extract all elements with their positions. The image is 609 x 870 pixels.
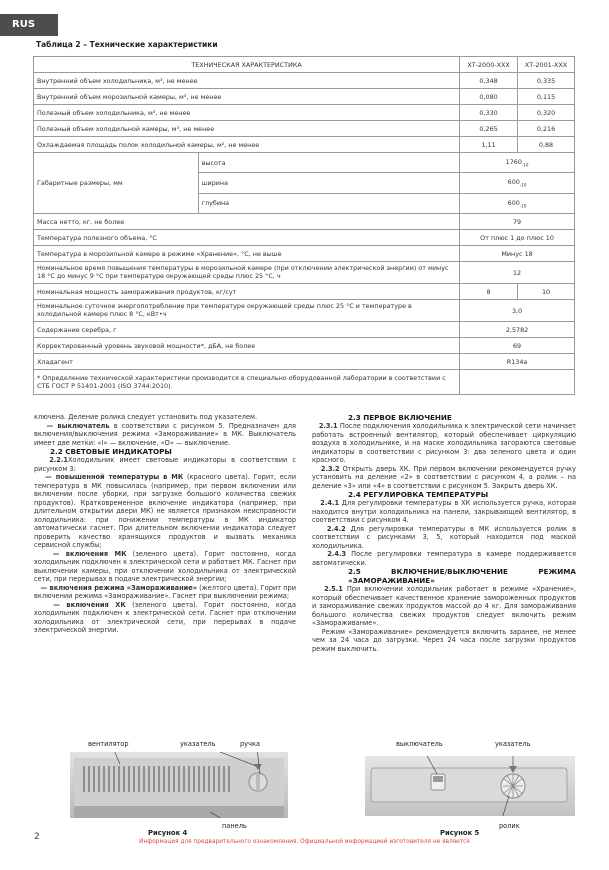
table-row: [34, 338, 575, 354]
row-label: Охлаждаемая площадь полок холодильной камеры, м², не менее: [34, 137, 460, 153]
freeze-power-value-2: 10: [518, 284, 575, 300]
paragraph: — включения МК (зеленого цвета). Горит постоянно, когда холодильник подключен к электрической сети и работает МК. Гаснет при выключении камеры, при отключении холодильника от электрической сети, при перерывах в подаче электрической энергии;: [34, 549, 296, 583]
spec-table: [33, 56, 575, 395]
table-row: [34, 121, 575, 137]
silver-label: Содержание серебра, г: [34, 322, 460, 338]
left-column: [34, 413, 296, 635]
paragraph: ключена. Деление ролика следует установить под указателем.: [34, 413, 258, 421]
paragraph: — включения ХК (зеленого цвета). Горит постоянно, когда холодильник подключен к электрической сети. Гаснет при отключении холодильника от электрической сети, при перерывах в подаче электрической энергии.: [34, 600, 296, 634]
refrigerant-value: R134a: [460, 354, 575, 370]
row-label: Полезный объем холодильника, м³, не менее: [34, 105, 460, 121]
rise-time-value: 12: [460, 262, 575, 284]
mass-value: 79: [460, 214, 575, 230]
paragraph: 2.5.1 При включении холодильник работает в режиме «Хранение», который обеспечивает качественное хранение замороженных продуктов и замораживание свежих продуктов массой до 4 кг. Для замораживания большого количества свежих продуктов следует включить режим «Замораживание».: [312, 585, 576, 627]
row-label: Внутренний объем морозильной камеры, м³, не менее: [34, 89, 460, 105]
row-value-1: 0,330: [460, 105, 518, 121]
table-row: [34, 300, 575, 322]
col-header-model-2: ХТ-2001-ХХХ: [518, 57, 575, 73]
col-header-characteristic: ТЕХНИЧЕСКАЯ ХАРАКТЕРИСТИКА: [34, 57, 460, 73]
noise-value: 69: [460, 338, 575, 354]
figure-5-caption: Рисунок 5: [440, 829, 480, 837]
energy-label: Номинальное суточное энергопотребление при температуре окружающей среды плюс 25 °С и температуре в холодильной камере плюс 8 °С, кВт•ч: [34, 300, 460, 322]
row-value-2: 0,335: [518, 73, 575, 89]
energy-value: 3,0: [460, 300, 575, 322]
fig5-roller-label: ролик: [499, 822, 520, 830]
table-row: [34, 105, 575, 121]
col-header-model-1: ХТ-2000-ХХХ: [460, 57, 518, 73]
paragraph: Режим «Замораживание» рекомендуется включить заранее, не менее чем за 24 часа до загрузки. Через 24 часа после загрузки продуктов режим выключить.: [312, 627, 576, 653]
fig4-panel-label: панель: [222, 822, 247, 830]
temp-useful-value: От плюс 1 до плюс 10: [460, 230, 575, 246]
table-header-row: [34, 57, 575, 73]
figure-4-caption: Рисунок 4: [148, 829, 188, 837]
refrigerant-label: Хладагент: [34, 354, 460, 370]
paragraph: — включения режима «Замораживание» (желтого цвета). Горит при включении режима «Замораживание». Гаснет при выключении режима;: [34, 583, 296, 600]
paragraph: 2.4.1 Для регулировки температуры в ХК используется ручка, которая находится внутри холодильника на панели, закрывающей вентилятор, в соответствии с рисунком 4.: [312, 499, 576, 524]
temp-useful-label: Температура полезного объема, °С: [34, 230, 460, 246]
row-value-2: 0,88: [518, 137, 575, 153]
paragraph: 2.4.3 После регулировки температура в камере поддерживается автоматически.: [312, 550, 576, 567]
table-row: [34, 322, 575, 338]
fig4-fan-label: вентилятор: [88, 740, 129, 748]
section-heading-2-3: 2.3 ПЕРВОЕ ВКЛЮЧЕНИЕ: [348, 413, 452, 422]
row-label: Внутренний объем холодильника, м³, не менее: [34, 73, 460, 89]
row-value-2: 0,115: [518, 89, 575, 105]
footnote-row: [34, 370, 575, 395]
section-heading-2-2: 2.2 СВЕТОВЫЕ ИНДИКАТОРЫ: [50, 447, 172, 456]
section-heading-2-5: 2.5 ВКЛЮЧЕНИЕ/ВЫКЛЮЧЕНИЕ РЕЖИМА «ЗАМОРАЖИВАНИЕ»: [348, 567, 576, 585]
dims-width-label: ширина: [198, 173, 459, 193]
fig5-switch-label: выключатель: [396, 740, 443, 748]
row-value-1: 0,080: [460, 89, 518, 105]
language-tab: RUS: [0, 14, 58, 36]
fig5-pointer-label: указатель: [495, 740, 531, 748]
row-value-2: 0,320: [518, 105, 575, 121]
freeze-power-value-1: 8: [460, 284, 518, 300]
fig4-pointer-label: указатель: [180, 740, 216, 748]
table-row: [34, 230, 575, 246]
table-row: [34, 262, 575, 284]
figure-4-illustration: [70, 752, 288, 818]
row-value-2: 0,216: [518, 121, 575, 137]
row-value-1: 0,348: [460, 73, 518, 89]
table-row: [34, 214, 575, 230]
fig4-knob-label: ручка: [240, 740, 261, 748]
paragraph: 2.4.2 Для регулировки температуры в МК используется ролик в соответствии с рисунками 3, 5, который находится под маской холодильника.: [312, 524, 576, 550]
table-row: [34, 354, 575, 370]
row-label: Полезный объем холодильной камеры, м³, не менее: [34, 121, 460, 137]
table-footnote: * Определение технической характеристики производится в специально оборудованной лаборатории в соответствии с СТБ ГОСТ Р 51401-2001 (ISO 3744:2010).: [34, 370, 460, 395]
paragraph: 2.3.1 После подключения холодильника к электрической сети начинает работать встроенный вентилятор, который обеспечивает циркуляцию воздуха в холодильнике, и на маске холодильника загораются световые индикаторы в соответствии с рисунком 3: два зеленого цвета и один красного.: [312, 422, 576, 464]
temp-freezer-label: Температура в морозильной камере в режиме «Хранение», °С, не выше: [34, 246, 460, 262]
table-row: [34, 137, 575, 153]
dims-width-value: $600_{-10}$: [460, 173, 575, 193]
table-row: [34, 73, 575, 89]
dims-label: Габаритные размеры, мм: [34, 153, 199, 214]
paragraph: — выключатель в соответствии с рисунком 5. Предназначен для включения/выключения режима «Замораживание» в МК. Выключатель имеет две метки: «I» — включение, «О» — выключение.: [34, 421, 296, 447]
dims-row-height: [34, 153, 575, 173]
dims-depth-label: глубина: [198, 193, 459, 213]
dims-height-value: $1760_{-10}$: [460, 153, 575, 173]
table-row: [34, 89, 575, 105]
table-row: [34, 284, 575, 300]
silver-value: 2,5782: [460, 322, 575, 338]
right-column: [312, 413, 576, 653]
page-number: 2: [34, 832, 40, 842]
table-row: [34, 246, 575, 262]
row-value-1: 0,265: [460, 121, 518, 137]
paragraph: 2.3.2 Открыть дверь ХК. При первом включении рекомендуется ручку установить на деление «2» в соответствии с рисунком 4, а ролик – на деление «3» или «4» в соответствии с рисунком 5. Закрыть дверь ХК.: [312, 464, 576, 490]
rise-time-label: Номинальное время повышения температуры в морозильной камере (при отключении электрической энергии) от минус 18 °С до минус 9 °С при температуре окружающей среды плюс 25 °С, ч: [34, 262, 460, 284]
noise-label: Корректированный уровень звуковой мощности*, дБА, не более: [34, 338, 460, 354]
paragraph: 2.2.1Холодильник имеет световые индикаторы в соответствии с рисунком 3:: [34, 456, 296, 473]
mass-label: Масса нетто, кг, не более: [34, 214, 460, 230]
row-value-1: 1,11: [460, 137, 518, 153]
section-heading-2-4: 2.4 РЕГУЛИРОВКА ТЕМПЕРАТУРЫ: [348, 490, 489, 499]
dims-depth-value: $600_{-10}$: [460, 193, 575, 213]
dims-height-label: высота: [198, 153, 459, 173]
temp-freezer-value: Минус 18: [460, 246, 575, 262]
table-title: Таблица 2 – Технические характеристики: [36, 40, 218, 49]
freeze-power-label: Номинальная мощность замораживания продуктов, кг/сут: [34, 284, 460, 300]
footer-notice: Информация для предварительного ознакомления. Официальной информацией изготовителя не является: [139, 839, 470, 845]
paragraph: — повышенной температуры в МК (красного цвета). Горит, если температура в МК повысилась (например, при первом включении или включении после уборки, при загрузке большого количества свежих продуктов). Кратковременное включение индикатора (например, при длительном открытии двери МК) не является признаком неисправности холодильника: при понижении температуры в МК индикатор автоматически гаснет. При длительном включении индикатора следует проверить качество хранящихся продуктов и вызвать механика сервисной службы;: [34, 473, 296, 549]
figure-5-illustration: [365, 756, 575, 816]
